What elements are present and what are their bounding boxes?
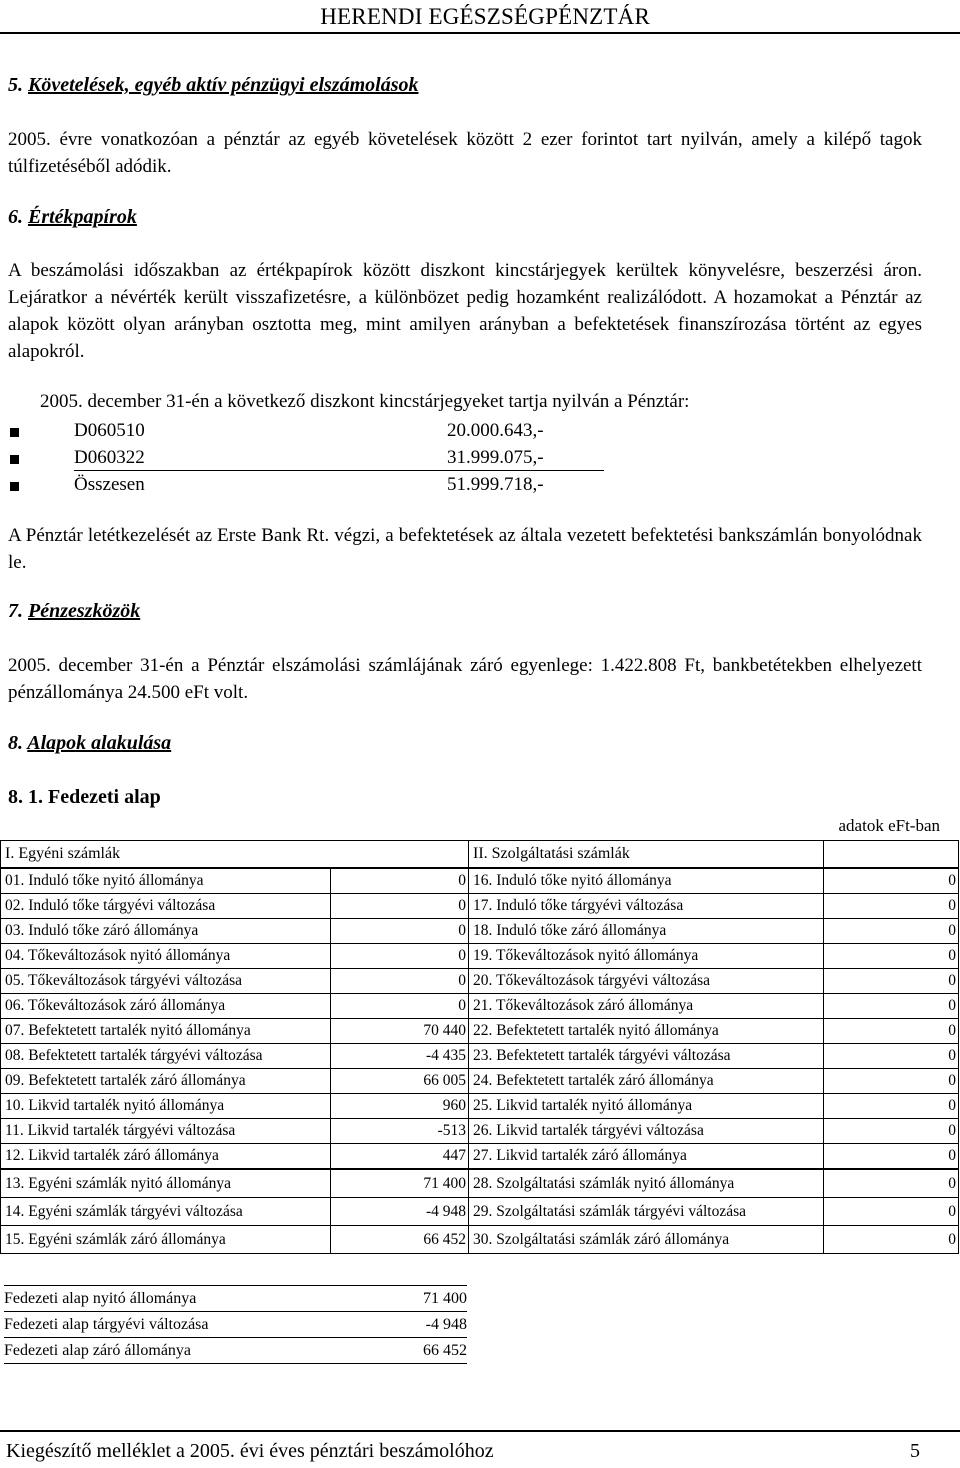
row-label-left: 05. Tőkeváltozások tárgyévi változása [1,969,331,994]
list-item [10,420,610,447]
table-header-row [1,841,959,869]
row-value-right: 0 [824,969,959,994]
row-label-left: 14. Egyéni számlák tárgyévi változása [1,1198,331,1226]
section-8-number: 8. [8,732,23,754]
table-row [1,1198,959,1226]
summary-label: Fedezeti alap záró állománya [4,1338,324,1364]
table-row [1,1044,959,1069]
footer-rule [0,1430,960,1432]
page-number: 5 [910,1440,920,1462]
summary-value: 66 452 [324,1338,467,1364]
page-header-title: HERENDI EGÉSZSÉGPÉNZTÁR [320,4,650,29]
section-8-heading [8,732,171,755]
row-label-left: 04. Tőkeváltozások nyitó állománya [1,944,331,969]
section-6-title: Értékpapírok [28,206,137,228]
section-6-paragraph-2: 2005. december 31-én a következő diszkont kincstárjegyeket tartja nyilván a Pénztár: [40,391,690,412]
summary-row [4,1312,467,1338]
row-value-left: 71 400 [331,1169,469,1198]
table-row [1,1119,959,1144]
row-value-right: 0 [824,894,959,919]
table-row [1,1019,959,1044]
row-value-right: 0 [824,994,959,1019]
row-label-left: 03. Induló tőke záró állománya [1,919,331,944]
row-value-right: 0 [824,1044,959,1069]
row-label-right: 24. Befektetett tartalék záró állománya [469,1069,824,1094]
section-7-heading [8,600,140,623]
summary-row [4,1338,467,1364]
header-blank-cell [824,841,959,869]
summary-label: Fedezeti alap nyitó állománya [4,1286,324,1312]
row-label-right: 28. Szolgáltatási számlák nyitó állománya [469,1169,824,1198]
row-value-right: 0 [824,868,959,894]
row-label-right: 30. Szolgáltatási számlák záró állománya [469,1226,824,1254]
row-label-left: 08. Befektetett tartalék tárgyévi változása [1,1044,331,1069]
row-label-left: 12. Likvid tartalék záró állománya [1,1144,331,1170]
row-value-left: 0 [331,944,469,969]
row-label-left: 01. Induló tőke nyitó állománya [1,868,331,894]
summary-value: -4 948 [324,1312,467,1338]
row-value-right: 0 [824,1198,959,1226]
section-7-paragraph: 2005. december 31-én a Pénztár elszámolási számlájának záró egyenlege: 1.422.808 Ft, bankbetétekben elhelyezett pénzállománya 24.500 eFt volt. [8,655,922,703]
row-value-left: 66 452 [331,1226,469,1254]
table-row [1,894,959,919]
header-rule [0,32,960,34]
row-value-left: 70 440 [331,1019,469,1044]
row-label-left: 07. Befektetett tartalék nyitó állománya [1,1019,331,1044]
square-bullet-icon [10,455,19,464]
fund-table [0,840,959,1254]
footer-text: Kiegészítő melléklet a 2005. évi éves pénztári beszámolóhoz [6,1440,494,1462]
bill-code: Összesen [74,474,145,495]
row-value-left: 66 005 [331,1069,469,1094]
table-row [1,969,959,994]
row-label-left: 06. Tőkeváltozások záró állománya [1,994,331,1019]
row-value-left: 0 [331,894,469,919]
row-label-right: 19. Tőkeváltozások nyitó állománya [469,944,824,969]
table-row [1,1094,959,1119]
bill-amount: 31.999.075,- [447,447,544,468]
row-value-right: 0 [824,944,959,969]
row-label-right: 20. Tőkeváltozások tárgyévi változása [469,969,824,994]
table-row [1,1144,959,1170]
bill-amount: 20.000.643,- [447,420,544,441]
row-value-right: 0 [824,1169,959,1198]
row-label-left: 13. Egyéni számlák nyitó állománya [1,1169,331,1198]
section-7-title: Pénzeszközök [28,600,141,622]
section-6-paragraph-1: A beszámolási időszakban az értékpapírok között diszkont kincstárjegyek kerültek könyvelésre, beszerzési áron. Lejáratkor a névérték került visszafizetésre, a különbözet pedig hozamként realizálódott. A hozamokat a Pénztár az alapok között olyan arányban osztotta meg, mint amilyen arányban a befektetések finanszírozása történt az egyes alapokról. [8,260,922,362]
row-label-right: 29. Szolgáltatási számlák tárgyévi változása [469,1198,824,1226]
row-value-left: 960 [331,1094,469,1119]
bill-code: D060322 [74,447,145,468]
table-row [1,994,959,1019]
section-7-number: 7. [8,600,23,622]
bill-amount: 51.999.718,- [447,474,544,495]
row-value-right: 0 [824,1144,959,1170]
table-row [1,1069,959,1094]
table-row [1,1226,959,1254]
row-value-left: 0 [331,868,469,894]
list-item [10,447,610,474]
bill-code: D060510 [74,420,145,441]
row-value-left: 0 [331,919,469,944]
square-bullet-icon [10,428,19,437]
section-5-title: Követelések, egyéb aktív pénzügyi elszámolások [28,74,419,96]
section-5-number: 5. [8,74,23,96]
row-value-left: -4 948 [331,1198,469,1226]
row-label-right: 16. Induló tőke nyitó állománya [469,868,824,894]
section-8-title: Alapok alakulása [27,732,172,754]
section-5-paragraph: 2005. évre vonatkozóan a pénztár az egyéb követelések között 2 ezer forintot tart nyilván, amely a kilépő tagok túlfizetéséből adódik. [8,129,922,177]
row-label-right: 21. Tőkeváltozások záró állománya [469,994,824,1019]
column-header-individual: I. Egyéni számlák [1,841,469,869]
row-label-right: 23. Befektetett tartalék tárgyévi változása [469,1044,824,1069]
row-label-left: 09. Befektetett tartalék záró állománya [1,1069,331,1094]
column-header-service: II. Szolgáltatási számlák [469,841,824,869]
section-6-number: 6. [8,206,23,228]
row-value-right: 0 [824,919,959,944]
sum-underline [74,470,604,471]
row-label-left: 11. Likvid tartalék tárgyévi változása [1,1119,331,1144]
row-label-right: 25. Likvid tartalék nyitó állománya [469,1094,824,1119]
section-8-1-heading: 8. 1. Fedezeti alap [8,786,161,808]
unit-note: adatok eFt-ban [838,816,940,835]
section-5-heading [8,74,418,97]
table-row [1,1169,959,1198]
table-row [1,868,959,894]
row-value-left: 0 [331,969,469,994]
row-value-right: 0 [824,1094,959,1119]
row-label-right: 27. Likvid tartalék záró állománya [469,1144,824,1170]
row-label-right: 22. Befektetett tartalék nyitó állománya [469,1019,824,1044]
table-row [1,944,959,969]
row-value-left: -513 [331,1119,469,1144]
row-label-right: 18. Induló tőke záró állománya [469,919,824,944]
table-row [1,919,959,944]
summary-row [4,1286,467,1312]
square-bullet-icon [10,482,19,491]
row-label-right: 26. Likvid tartalék tárgyévi változása [469,1119,824,1144]
row-value-left: 0 [331,994,469,1019]
row-value-left: -4 435 [331,1044,469,1069]
summary-value: 71 400 [324,1286,467,1312]
row-label-left: 10. Likvid tartalék nyitó állománya [1,1094,331,1119]
row-label-right: 17. Induló tőke tárgyévi változása [469,894,824,919]
row-value-right: 0 [824,1019,959,1044]
row-value-right: 0 [824,1226,959,1254]
section-6-heading [8,206,137,229]
summary-label: Fedezeti alap tárgyévi változása [4,1312,324,1338]
list-item [10,474,610,501]
row-value-right: 0 [824,1119,959,1144]
section-6-paragraph-3: A Pénztár letétkezelését az Erste Bank Rt. végzi, a befektetések az általa vezetett befektetési bankszámlán bonyolódnak le. [8,525,922,573]
row-label-left: 15. Egyéni számlák záró állománya [1,1226,331,1254]
row-value-right: 0 [824,1069,959,1094]
row-value-left: 447 [331,1144,469,1170]
row-label-left: 02. Induló tőke tárgyévi változása [1,894,331,919]
summary-table [4,1285,467,1364]
treasury-bill-list [10,420,610,501]
